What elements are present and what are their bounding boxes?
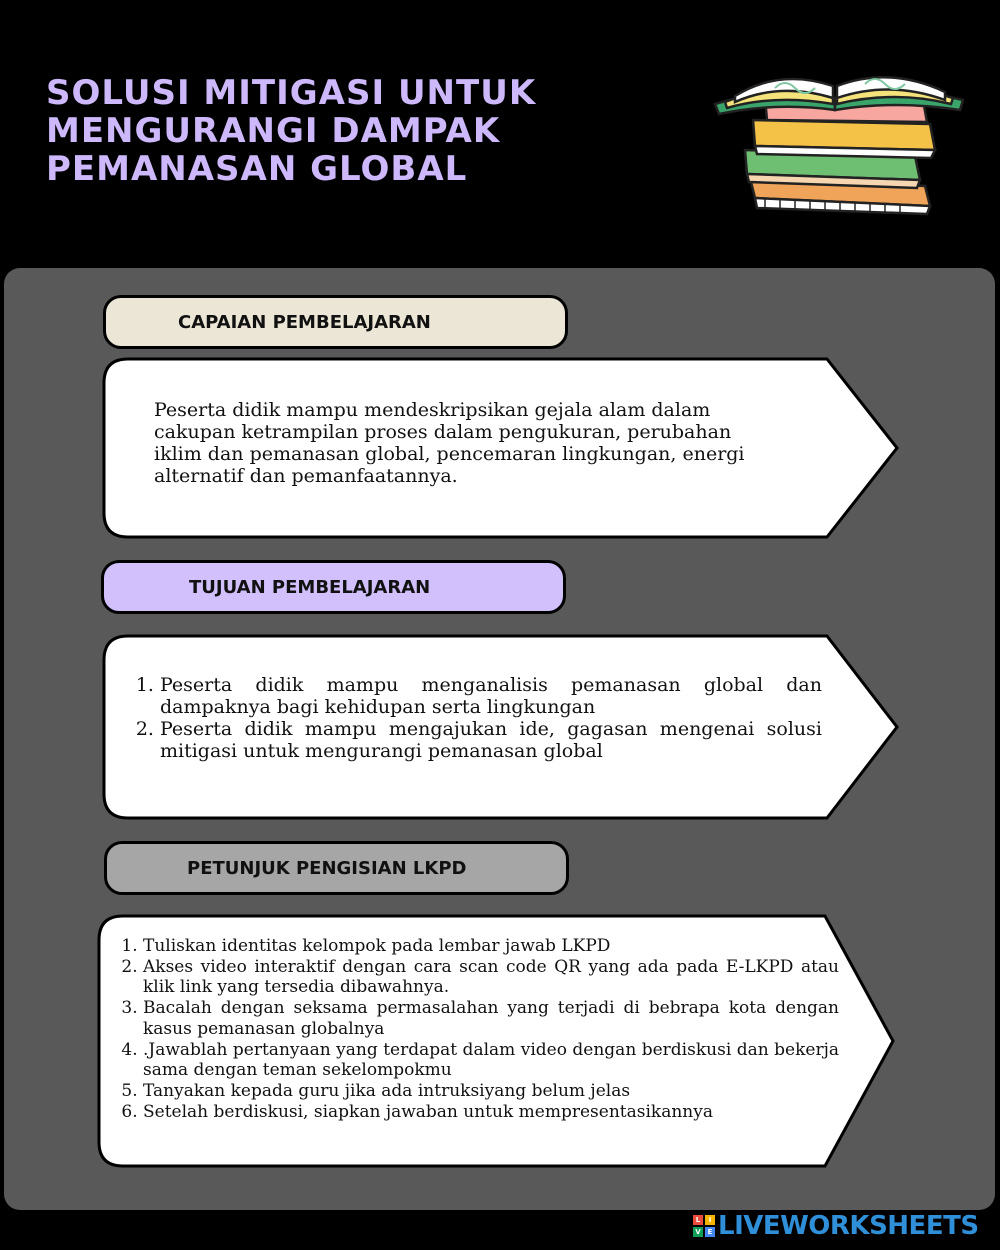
tujuan-list bbox=[138, 674, 822, 762]
logo-letter: V bbox=[693, 1227, 703, 1237]
tujuan-list-wrap bbox=[138, 674, 822, 762]
logo-letter: E bbox=[705, 1227, 715, 1237]
capaian-card bbox=[102, 357, 902, 539]
list-item: 2. Peserta didik mampu mengajukan ide, gagasan mengenai solusi mitigasi untuk mengurangi pemanasan global bbox=[160, 718, 822, 762]
tujuan-heading-label: TUJUAN PEMBELAJARAN bbox=[189, 576, 431, 598]
liveworksheets-logo-icon bbox=[693, 1215, 715, 1237]
tujuan-card bbox=[102, 634, 902, 820]
list-item: 6. Setelah berdiskusi, siapkan jawaban untuk mempresentasikannya bbox=[143, 1102, 839, 1123]
petunjuk-card bbox=[97, 914, 897, 1168]
petunjuk-heading-label: PETUNJUK PENGISIAN LKPD bbox=[187, 857, 467, 879]
petunjuk-heading bbox=[104, 841, 569, 895]
capaian-text: Peserta didik mampu mendeskripsikan gejala alam dalam cakupan ketrampilan proses dalam pengukuran, perubahan iklim dan pemanasan global, pencemaran lingkungan, energi alternatif dan pemanfaatannya. bbox=[154, 399, 745, 487]
books-illustration bbox=[705, 58, 975, 218]
liveworksheets-brand: LIVEWORKSHEETS bbox=[718, 1211, 979, 1241]
page-title: SOLUSI MITIGASI UNTUK MENGURANGI DAMPAK PEMANASAN GLOBAL bbox=[46, 73, 537, 189]
liveworksheets-footer[interactable] bbox=[693, 1212, 979, 1240]
list-item: 5. Tanyakan kepada guru jika ada intruksiyang belum jelas bbox=[143, 1081, 839, 1102]
logo-letter: L bbox=[693, 1215, 703, 1225]
list-item: 3. Bacalah dengan seksama permasalahan yang terjadi di bebrapa kota dengan kasus pemanasan globalnya bbox=[143, 998, 839, 1039]
capaian-heading bbox=[103, 295, 568, 349]
logo-letter: I bbox=[705, 1215, 715, 1225]
capaian-heading-label: CAPAIAN PEMBELAJARAN bbox=[178, 311, 431, 333]
tujuan-heading bbox=[101, 560, 566, 614]
list-item: 1. Peserta didik mampu menganalisis pemanasan global dan dampaknya bagi kehidupan serta lingkungan bbox=[160, 674, 822, 718]
list-item: 1. Tuliskan identitas kelompok pada lembar jawab LKPD bbox=[143, 936, 839, 957]
petunjuk-list-wrap bbox=[121, 936, 839, 1122]
list-item: 4. .Jawablah pertanyaan yang terdapat dalam video dengan berdiskusi dan bekerja sama dengan teman sekelompokmu bbox=[143, 1040, 839, 1081]
petunjuk-list bbox=[121, 936, 839, 1122]
list-item: 2. Akses video interaktif dengan cara scan code QR yang ada pada E-LKPD atau klik link yang tersedia dibawahnya. bbox=[143, 957, 839, 998]
